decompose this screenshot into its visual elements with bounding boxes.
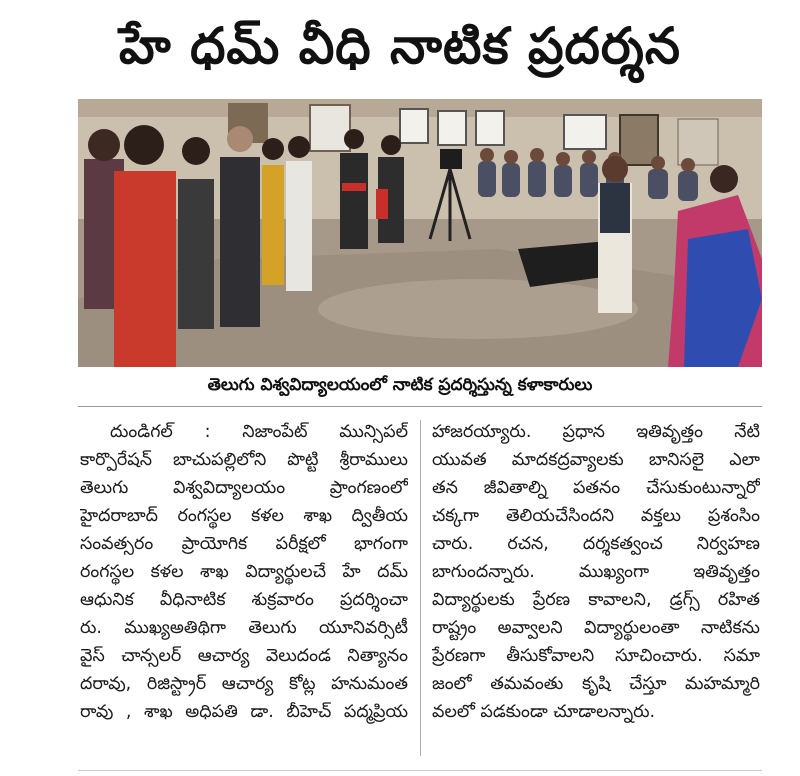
news-photo bbox=[78, 99, 762, 367]
article-line: దరావు, రిజిస్ట్రార్ ఆచార్య కోట్ల హనుమంత bbox=[80, 674, 408, 694]
article-column-right bbox=[432, 418, 760, 726]
article-line: తెలుగు విశ్వవిద్యాలయం ప్రాంగణంలో bbox=[80, 478, 408, 498]
bottom-rule bbox=[78, 770, 762, 771]
article-line: సంవత్సరం ప్రాయోగిక పరీక్షలో భాగంగా bbox=[80, 534, 408, 554]
article-line: హైదరాబాద్ రంగస్థల కళల శాఖ ద్వితీయ bbox=[80, 506, 408, 526]
article-line: జంలో తమవంతు కృషి చేస్తూ మహమ్మారి bbox=[432, 674, 760, 694]
article-line: రంగస్థల కళల శాఖ విద్యార్థులచే హే దమ్ bbox=[80, 562, 408, 582]
article-line: కార్పొరేషన్ బాచుపల్లిలోని పొట్టి శ్రీరాములు bbox=[80, 450, 408, 470]
news-photo-illustration bbox=[78, 99, 762, 367]
article-column-left bbox=[80, 418, 408, 726]
article-line: చారు. రచన, దర్శకత్వంచ నిర్వహణ bbox=[432, 534, 760, 554]
article-line: విద్యార్థులకు ప్రేరణ కావాలని, డ్రగ్స్ రహిత bbox=[432, 590, 760, 610]
article-line: ఆధునిక వీధినాటిక శుక్రవారం ప్రదర్శించా bbox=[80, 590, 408, 610]
article-line: యువత మాదకద్రవ్యాలకు బానిసలై ఎలా bbox=[432, 450, 760, 470]
article-line: బాగుందన్నారు. ముఖ్యంగా ఇతివృత్తం bbox=[432, 562, 760, 582]
article-line: రావు , శాఖ అధిపతి డా. బీహెచ్ పద్మప్రియ bbox=[80, 702, 408, 722]
article-line: తన జీవితాల్ని పతనం చేసుకుంటున్నారో bbox=[432, 478, 760, 498]
article-line: వలలో పడకుండా చూడాలన్నారు. bbox=[432, 702, 656, 722]
article-line: దుండిగల్ : నిజాంపేట్ మున్సిపల్ bbox=[110, 422, 408, 442]
article-line: రు. ముఖ్యఅతిథిగా తెలుగు యూనివర్సిటీ bbox=[80, 618, 408, 638]
article-line: హాజరయ్యారు. ప్రధాన ఇతివృత్తం నేటి bbox=[432, 422, 760, 442]
article-line: రాష్ట్రం అవ్వాలని విద్యార్థులంతా నాటికను bbox=[432, 618, 760, 638]
caption-rule bbox=[78, 406, 762, 407]
article-line: చక్కగా తెలియచేసిందని వక్తలు ప్రశంసిం bbox=[432, 506, 760, 526]
article-line: ప్రేరణగా తీసుకోవాలని సూచించారు. సమా bbox=[432, 646, 760, 666]
column-divider bbox=[420, 420, 421, 756]
article-line: వైస్ చాన్సలర్ ఆచార్య వెలుదండ నిత్యానం bbox=[80, 646, 408, 666]
headline: హే ధమ్ వీధి నాటిక ప్రదర్శన bbox=[119, 17, 681, 75]
photo-caption: తెలుగు విశ్వవిద్యాలయంలో నాటిక ప్రదర్శిస్తున్న కళాకారులు bbox=[207, 375, 593, 395]
